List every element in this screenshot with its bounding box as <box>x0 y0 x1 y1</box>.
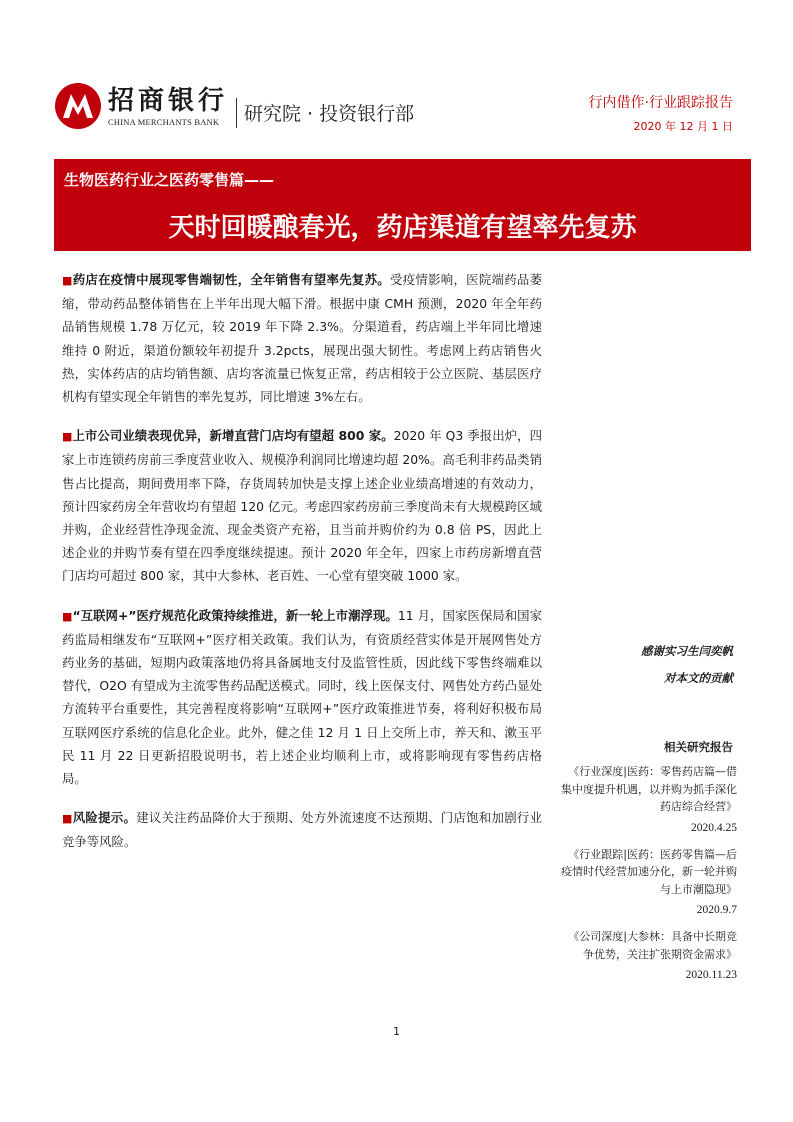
paragraph-internet-policy <box>62 604 542 791</box>
paragraph-body: 建议关注药品降价大于预期、处方外流速度不达预期、门店饱和加剧行业竞争等风险。 <box>62 810 543 850</box>
logo-divider <box>236 98 237 128</box>
acknowledgement-line: 对本文的贡献 <box>664 671 733 685</box>
related-reports-title: 相关研究报告 <box>664 740 733 754</box>
related-report-date: 2020.9.7 <box>696 904 737 916</box>
main-content <box>62 268 542 870</box>
paragraph-body: 受疫情影响，医院端药品萎缩，带动药品整体销售在上半年出现大幅下滑。根据中康 CMH 预测，2020 年全年药品销售规模 1.78 万亿元，较 2019 年下降 2.3%。分渠道看，药店端上半年同比增速维持 0 附近，渠道份额较年初提升 3.2pcts，展现出强大韧性。考虑网上药店销售火热，实体药店的店均销售额、店均客流量已恢复正常，药店相较于公立医院、基层医疗机构有望实现全年销售的率先复苏，同比增速 3%左右。 <box>62 272 542 405</box>
related-reports-list <box>558 763 737 993</box>
bank-logo <box>54 82 414 130</box>
related-report-date: 2020.11.23 <box>685 969 737 981</box>
report-date: 2020 年 12 月 1 日 <box>633 120 733 133</box>
paragraph-retail-resilience <box>62 268 542 408</box>
related-report-title[interactable]: 《公司深度|大参林：具备中长期竞争优势，关注扩张期资金需求》 <box>568 930 737 961</box>
related-report-title[interactable]: 《行业深度|医药：零售药店篇—借集中度提升机遇，以并购为抓手深化药店综合经营》 <box>561 765 737 813</box>
paragraph-body: 11 月，国家医保局和国家药监局相继发布“互联网+”医疗相关政策。我们认为，有资质经营实体是开展网售处方药业务的基础，短期内政策落地仍将具备属地支付及监管性质，因此线下零售终端难以替代，O2O 有望成为主流零售药品配送模式。同时，线上医保支付、网售处方药凸显处方流转平台重要性，其完善程度将影响“互联网+”医疗政策推进节奏，将利好积极布局互联网医疗系统的信息化企业。此外，健之佳 12 月 1 日上交所上市，养天和、漱玉平民 11 月 22 日更新招股说明书，若上述企业均顺利上市，或将影响现有零售药店格局。 <box>62 607 542 787</box>
related-report-date: 2020.4.25 <box>691 821 737 834</box>
paragraph-body: 2020 年 Q3 季报出炉，四家上市连锁药房前三季度营业收入、规模净利润同比增速均超 20%。高毛利非药品类销售占比提高，期间费用率下降，存货周转加快是支撑上述企业业绩高增速的有效动力，预计四家药房全年营收均有望超 120 亿元。考虑四家药房前三季度尚未有大规模跨区域并购，企业经营性净现金流、现金类资产充裕，且当前并购价约为 0.8 倍 PS，因此上述企业的并购节奏有望在四季度继续提速。预计 2020 年全年，四家上市药房新增直营门店均可超过 800 家，其中大参林、老百姓、一心堂有望突破 1000 家。 <box>62 428 542 584</box>
bullet-square-icon: ■ <box>62 430 73 444</box>
acknowledgement-line: 感谢实习生闫奕帆 <box>641 644 733 658</box>
paragraph-lead: “互联网+”医疗规范化政策持续推进，新一轮上市潮浮现。 <box>72 607 398 623</box>
banner-subtitle: 生物医药行业之医药零售篇—— <box>64 171 275 189</box>
cmb-logo-icon <box>54 82 102 130</box>
related-report-title[interactable]: 《行业跟踪|医药：医药零售篇—后疫情时代经营加速分化，新一轮并购与上市潮隐现》 <box>561 847 737 896</box>
title-banner <box>54 159 751 251</box>
page-number: 1 <box>393 1025 400 1038</box>
bullet-square-icon: ■ <box>62 609 73 623</box>
report-type: 行内借作·行业跟踪报告 <box>588 95 733 111</box>
department-name: 研究院 · 投资银行部 <box>244 102 415 125</box>
paragraph-risk <box>62 806 542 853</box>
bank-name-cn: 招商银行 <box>108 85 229 116</box>
bullet-square-icon: ■ <box>62 812 73 826</box>
paragraph-lead: 风险提示。 <box>72 810 137 826</box>
paragraph-lead: 药店在疫情中展现零售端韧性，全年销售有望率先复苏。 <box>72 272 390 287</box>
paragraph-listed-companies <box>62 424 542 587</box>
acknowledgement <box>560 638 733 692</box>
page-title: 天时回暖酿春光，药店渠道有望率先复苏 <box>168 213 637 243</box>
bank-name-en: CHINA MERCHANTS BANK <box>108 116 220 127</box>
bullet-square-icon: ■ <box>62 274 73 287</box>
paragraph-lead: 上市公司业绩表现优异，新增直营门店均有望超 800 家。 <box>72 428 394 444</box>
